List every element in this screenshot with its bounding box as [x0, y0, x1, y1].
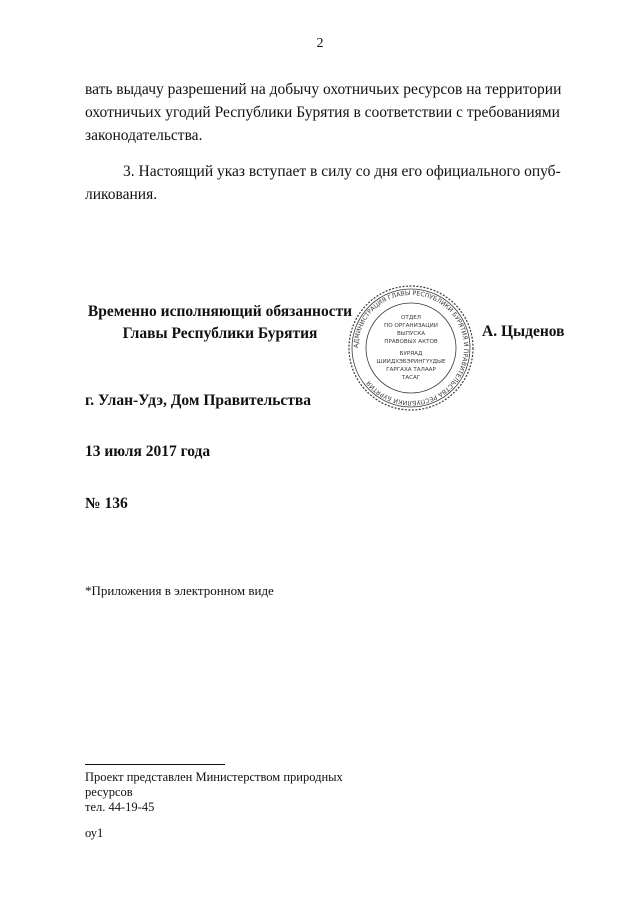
footer-line: ресурсов — [85, 785, 133, 799]
paragraph-line: ликования. — [85, 186, 158, 203]
paragraph-line: законодательства. — [85, 127, 203, 144]
footer-divider — [85, 764, 225, 765]
document-number: № 136 — [85, 495, 128, 512]
place-of-signing: г. Улан-Удэ, Дом Правительства — [85, 392, 312, 409]
paragraph-line: охотничьих угодий Республики Бурятия в соответствии с требованиями — [85, 104, 560, 121]
paragraph-line: 3. Настоящий указ вступает в силу со дня его официального опуб- — [123, 163, 561, 180]
page-number: 2 — [316, 36, 324, 51]
stamp-inner-line: ГАРГАХА ТАЛААР — [386, 367, 436, 373]
stamp-inner-line: ОТДЕЛ — [401, 315, 421, 321]
paragraph-line: вать выдачу разрешений на добычу охотничьих ресурсов на территории — [85, 81, 562, 98]
document-code: оу1 — [85, 826, 104, 840]
stamp-inner-line: ПО ОРГАНИЗАЦИИ — [384, 323, 438, 329]
stamp-inner-line: БУРЯАД — [399, 351, 423, 357]
footer-line: Проект представлен Министерством природных — [85, 770, 343, 784]
footer-phone: тел. 44-19-45 — [85, 800, 155, 814]
attachments-note: *Приложения в электронном виде — [85, 583, 274, 598]
stamp-outer-text: АДМИНИСТРАЦИЯ ГЛАВЫ РЕСПУБЛИКИ БУРЯТИЯ И ПРАВИТЕЛЬСТВА РЕСПУБЛИКИ БУРЯТИЯ — [352, 289, 470, 407]
stamp-inner-line: ШИИДХЭБЭРИНГҮҮДЫЕ — [376, 359, 446, 365]
footer-note — [85, 770, 385, 815]
stamp-inner-line: ТАСАГ — [401, 375, 421, 381]
stamp-inner-line: ПРАВОВЫХ АКТОВ — [384, 339, 438, 345]
official-seal-stamp — [346, 283, 476, 413]
stamp-inner-line: ВЫПУСКА — [396, 331, 426, 337]
position-line: Главы Республики Бурятия — [122, 325, 318, 342]
document-date: 13 июля 2017 года — [85, 443, 211, 460]
signatory-position — [85, 301, 355, 345]
position-line: Временно исполняющий обязанности — [87, 303, 353, 320]
paragraph-continuation — [85, 78, 564, 147]
signatory-name: А. Цыденов — [482, 323, 565, 340]
paragraph-3 — [85, 160, 564, 206]
